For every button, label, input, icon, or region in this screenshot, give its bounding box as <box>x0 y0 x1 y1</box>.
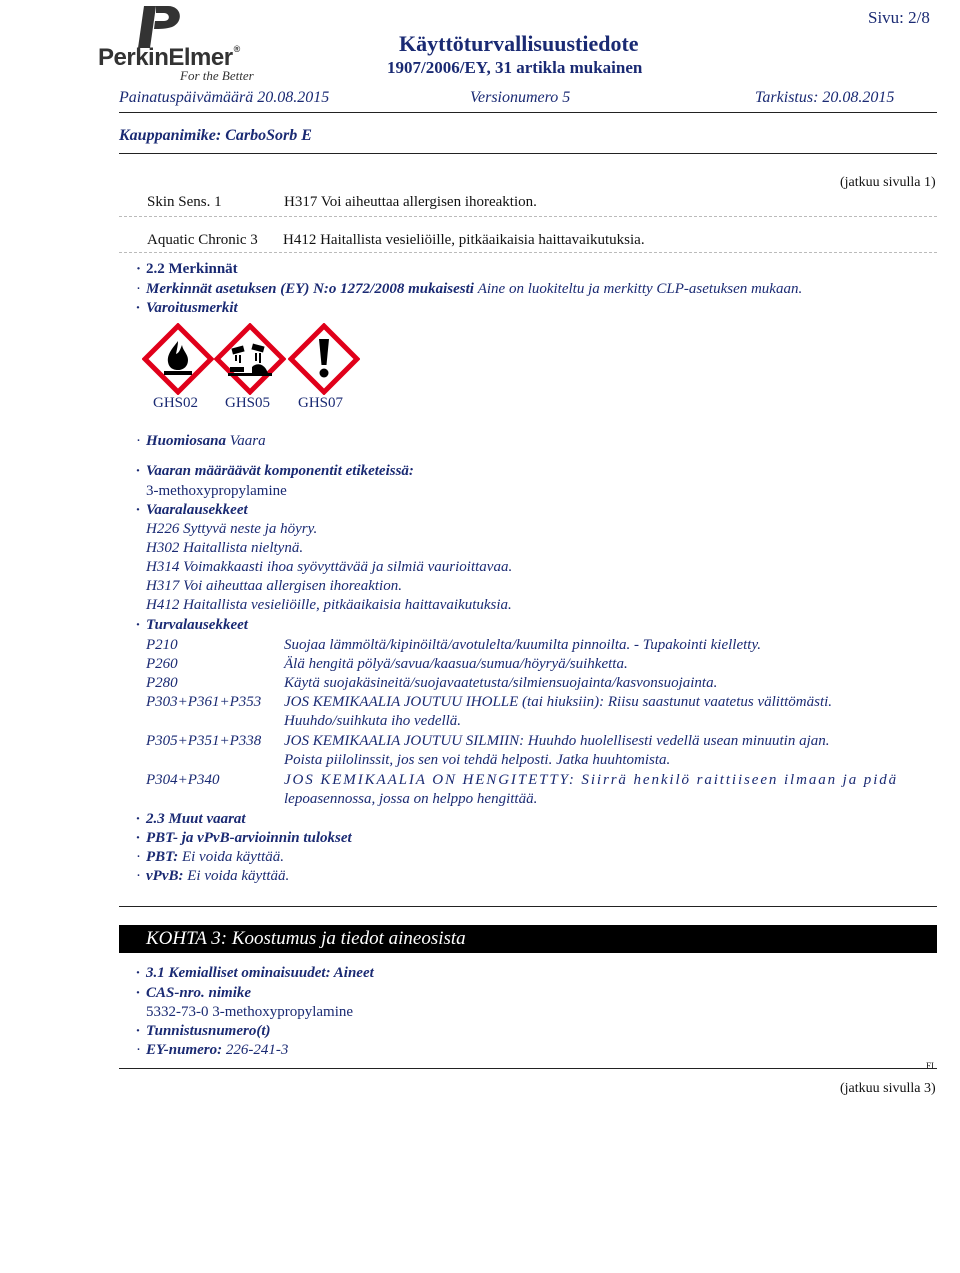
section-2-2-heading: · 2.2 Merkinnät <box>136 261 238 277</box>
precautionary-code: P305+P351+P338 <box>146 733 262 749</box>
precautionary-text: JOS KEMIKAALIA JOUTUU SILMIIN: Huuhdo huolellisesti vedellä usean minuutin ajan. <box>284 733 830 749</box>
precautionary-code: P260 <box>146 656 178 672</box>
section-3-1-heading: · 3.1 Kemialliset ominaisuudet: Aineet <box>136 965 374 981</box>
precautionary-code: P304+P340 <box>146 772 220 788</box>
version-number: Versionumero 5 <box>470 89 571 106</box>
hazard-statement: H302 Haitallista nieltynä. <box>146 540 304 556</box>
precautionary-label: · Turvalausekkeet <box>136 617 248 633</box>
components-label: · Vaaran määräävät komponentit etiketeissä: <box>136 463 414 479</box>
cas-value: 5332-73-0 3-methoxypropylamine <box>146 1004 354 1020</box>
pictogram-code: GHS05 <box>225 395 271 411</box>
precautionary-code: P303+P361+P353 <box>146 694 262 710</box>
classification-divider <box>119 216 937 217</box>
component-name: 3-methoxypropylamine <box>146 483 287 499</box>
pictogram-code: GHS02 <box>153 395 199 411</box>
brand-name: PerkinElmer® <box>98 44 240 71</box>
cas-label: · CAS-nro. nimike <box>136 985 252 1001</box>
precautionary-code: P210 <box>146 637 178 653</box>
hazard-statement: H314 Voimakkaasti ihoa syövyttävää ja silmiä vaurioittavaa. <box>146 559 513 575</box>
document-subtitle: 1907/2006/EY, 31 artikla mukainen <box>387 58 643 77</box>
corrosion-icon <box>214 323 286 395</box>
classification-row <box>283 231 645 250</box>
document-title: Käyttöturvallisuustiedote <box>399 31 639 56</box>
trade-divider <box>119 153 937 154</box>
exclamation-icon <box>288 323 360 395</box>
hazard-statement: H412 Haitallista vesieliöille, pitkäaikaisia haittavaikutuksia. <box>146 597 512 613</box>
signal-word: · Huomiosana Vaara <box>136 433 266 449</box>
classification-class: Skin Sens. 1 <box>147 194 222 210</box>
continued-from: (jatkuu sivulla 1) <box>840 175 936 190</box>
pbt-heading: · PBT- ja vPvB-arvioinnin tulokset <box>136 830 352 846</box>
footer-divider <box>119 1068 937 1069</box>
pbt-result: · PBT: Ei voida käyttää. <box>136 849 285 865</box>
vpvb-result: · vPvB: Ei voida käyttää. <box>136 868 290 884</box>
classification-text: Voi aiheuttaa allergisen ihoreaktion. <box>320 194 537 210</box>
classification-code: H412 <box>283 232 317 248</box>
precautionary-text: JOS KEMIKAALIA ON HENGITETTY: Siirrä henkilö raittiiseen ilmaan ja pidä <box>284 772 899 788</box>
pictogram-code: GHS07 <box>298 395 344 411</box>
regulation-line: · Merkinnät asetuksen (EY) N:o 1272/2008 mukaisesti Aine on luokiteltu ja merkitty CLP-asetuksen mukaan. <box>136 281 803 297</box>
page-number: Sivu: 2/8 <box>868 8 930 27</box>
trade-name: Kauppanimike: CarboSorb E <box>119 127 312 144</box>
precautionary-text: Poista piilolinssit, jos sen voi tehdä helposti. Jatka huuhtomista. <box>284 752 671 768</box>
language-code: FI <box>926 1061 935 1071</box>
ec-number: · EY-numero: 226-241-3 <box>136 1042 289 1058</box>
precautionary-text: Älä hengitä pölyä/savua/kaasua/sumua/höyryä/suihketta. <box>284 656 628 672</box>
section-2-3-heading: · 2.3 Muut vaarat <box>136 811 246 827</box>
revision-date: Tarkistus: 20.08.2015 <box>755 89 895 106</box>
warning-signs-label: · Varoitusmerkit <box>136 300 238 316</box>
header-divider <box>119 112 937 113</box>
hazard-statement: H317 Voi aiheuttaa allergisen ihoreaktion. <box>146 578 402 594</box>
section-3-title-bar: KOHTA 3: Koostumus ja tiedot aineosista <box>119 925 937 953</box>
classification-divider <box>119 252 937 253</box>
precautionary-text: lepoasennossa, jossa on helppo hengittää. <box>284 791 538 807</box>
classification-row <box>147 231 258 250</box>
classification-row <box>147 193 222 212</box>
classification-row <box>284 193 537 212</box>
section-divider <box>119 906 937 907</box>
precautionary-text: Huuhdo/suihkuta iho vedellä. <box>284 713 462 729</box>
continued-to: (jatkuu sivulla 3) <box>840 1081 936 1096</box>
precautionary-text: Suojaa lämmöltä/kipinöiltä/avotulelta/kuumilta pinnoilta. - Tupakointi kielletty. <box>284 637 762 653</box>
classification-class: Aquatic Chronic 3 <box>147 232 258 248</box>
precautionary-text: Käytä suojakäsineitä/suojavaatetusta/silmiensuojainta/kasvonsuojainta. <box>284 675 718 691</box>
identification-label: · Tunnistusnumero(t) <box>136 1023 271 1039</box>
print-date: Painatuspäivämäärä 20.08.2015 <box>119 89 330 106</box>
classification-code: H317 <box>284 194 318 210</box>
hazard-statement: H226 Syttyvä neste ja höyry. <box>146 521 318 537</box>
brand-tagline: For the Better <box>180 68 254 83</box>
classification-text: Haitallista vesieliöille, pitkäaikaisia haittavaikutuksia. <box>320 232 645 248</box>
precautionary-text: JOS KEMIKAALIA JOUTUU IHOLLE (tai hiuksiin): Riisu saastunut vaatetus välittömästi. <box>284 694 833 710</box>
precautionary-code: P280 <box>146 675 178 691</box>
hazard-statements-label: · Vaaralausekkeet <box>136 502 248 518</box>
flame-icon <box>142 323 214 395</box>
